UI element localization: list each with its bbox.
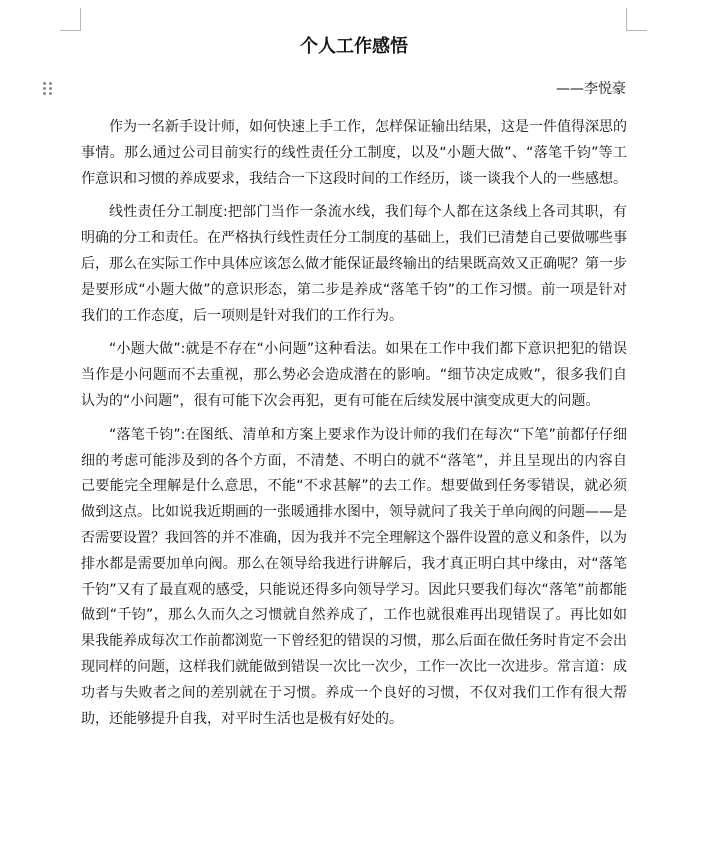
table-move-handle-icon[interactable] [43,82,55,98]
document-author: ——李悦豪 [556,81,626,97]
paragraph-attention-to-small-issues: “小题大做”:就是不存在“小问题”这种看法。如果在工作中我们都下意识把犯的错误当作是小问题而不去重视，那么势必会造成潜在的影响。“细节决定成败”，很多我们自认为的“小问题”，很有可能下次会再犯，更有可能在后续发展中演变成更大的问题。 [81,341,627,409]
paragraph-linear-responsibility: 线性责任分工制度:把部门当作一条流水线，我们每个人都在这条线上各司其职，有明确的分工和责任。在严格执行线性责任分工制度的基础上，我们已清楚自己要做哪些事后，那么在实际工作中具体应该怎么做才能保证最终输出的结果既高效又正确呢？第一步是要形成“小题大做”的意识形态，第二步是养成“落笔千钧”的工作习惯。前一项是针对我们的工作态度，后一项则是针对我们的工作行为。 [81,204,627,324]
paragraph-careful-drafting: “落笔千钧”:在图纸、清单和方案上要求作为设计师的我们在每次“下笔”前都仔仔细细的考虑可能涉及到的各个方面，不清楚、不明白的就不“落笔”，并且呈现出的内容自己要能完全理解是什么意思，不能“不求甚解”的去工作。想要做到任务零错误，就必须做到这点。比如说我近期画的一张暖通排水图中，领导就问了我关于单向阀的问题——是否需要设置？我回答的并不准确，因为我并不完全理解这个器件设置的意义和条件，以为排水都是需要加单向阀。那么在领导给我进行讲解后，我才真正明白其中缘由，对“落笔千钧”又有了最直观的感受，只能说还得多向领导学习。因此只要我们每次“落笔”前都能做到“千钧”，那么久而久之习惯就自然养成了，工作也就很难再出现错误了。再比如如果我能养成每次工作前都浏览一下曾经犯的错误的习惯，那么后面在做任务时肯定不会出现同样的问题，这样我们就能做到错误一次比一次少，工作一次比一次进步。常言道：成功者与失败者之间的差别就在于习惯。养成一个良好的习惯，不仅对我们工作有很大帮助，还能够提升自我，对平时生活也是极有好处的。 [81,426,627,727]
document-title: 个人工作感悟 [300,36,408,57]
page-margin-corner-top-right [626,8,647,31]
page-margin-corner-top-left [60,8,81,31]
document-body [81,115,627,740]
paragraph-intro: 作为一名新手设计师，如何快速上手工作，怎样保证输出结果，这是一件值得深思的事情。那么通过公司目前实行的线性责任分工制度，以及“小题大做”、“落笔千钧”等工作意识和习惯的养成要求，我结合一下这段时间的工作经历，谈一谈我个人的一些感想。 [81,119,627,187]
